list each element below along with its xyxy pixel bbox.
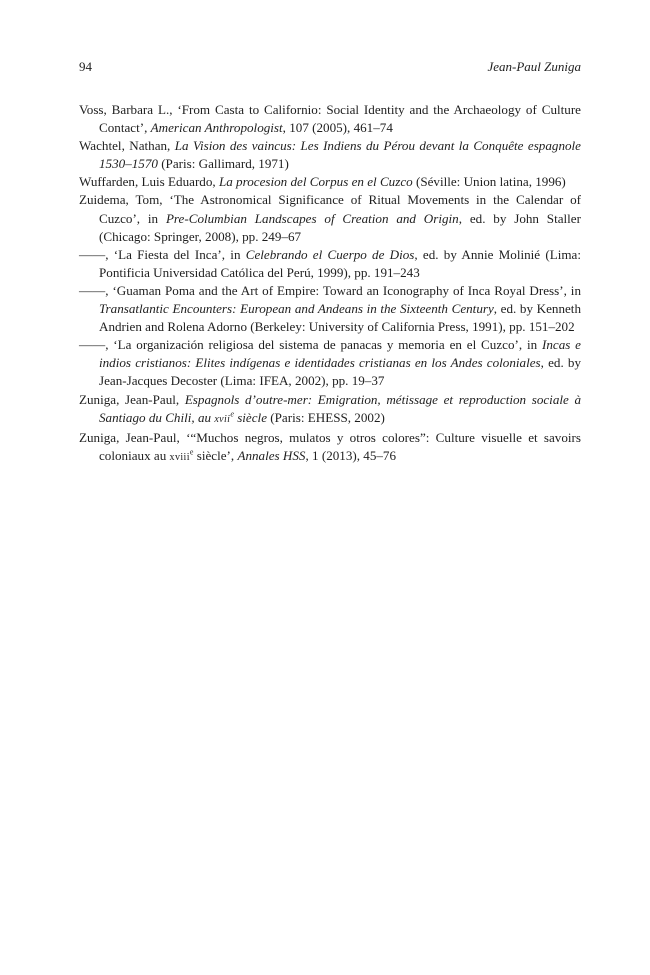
reference-title: Annales HSS xyxy=(237,447,306,463)
reference-entry: Zuniga, Jean-Paul, Espagnols d’outre-mer: Emigration, métissage et reproduction sociale à Santiago du Chili, au xvii$^e$ siècle (Paris: EHESS, 2002) xyxy=(79,391,581,425)
reference-entry: Wachtel, Nathan, La Vision des vaincus: Les Indiens du Pérou devant la Conquête espagnole 1530–1570 (Paris: Gallimard, 1971) xyxy=(79,138,581,172)
reference-entry: ——, ‘Guaman Poma and the Art of Empire: Toward an Iconography of Inca Royal Dress’, in Transatlantic Encounters: European and Andeans in the Sixteenth Century, ed. by Kenneth Andrien and Rolena Adorno (Berkeley: University of California Press, 1991), pp. 151–202 xyxy=(79,282,581,335)
century-numeral: xvii xyxy=(214,413,231,425)
reference-entry: Wuffarden, Luis Eduardo, La procesion del Corpus en el Cuzco (Séville: Union latina, 1996) xyxy=(79,174,566,190)
reference-entry: ——, ‘La organización religiosa del sistema de panacas y memoria en el Cuzco’, in Incas e indios cristianos: Elites indígenas e identidades cristianas en los Andes coloniales, ed. by Jean-Jacques Decoster (Lima: IFEA, 2002), pp. 19–37 xyxy=(79,337,581,389)
reference-entry: Voss, Barbara L., ‘From Casta to Californio: Social Identity and the Archaeology of Culture Contact’, American Anthropologist, 107 (2005), 461–74 xyxy=(79,102,581,136)
reference-title: Espagnols d’outre-mer: Emigration, métissage et reproduction sociale à Santiago du Chili, au xvii$^e$ siècle xyxy=(99,391,581,425)
bibliography xyxy=(79,101,581,467)
reference-title: Pre-Columbian Landscapes of Creation and Origin xyxy=(165,210,459,226)
reference-title: American Anthropologist xyxy=(150,120,283,136)
reference-title: La Vision des vaincus: Les Indiens du Pérou devant la Conquête espagnole 1530–1570 xyxy=(99,138,581,172)
reference-title: Celebrando el Cuerpo de Dios xyxy=(245,246,415,262)
century-superscript: e xyxy=(189,447,194,457)
running-author: Jean-Paul Zuniga xyxy=(487,59,581,74)
reference-title: Incas e indios cristianos: Elites indígenas e identidades cristianas en los Andes coloniales xyxy=(99,337,581,371)
century-superscript: e xyxy=(230,409,234,419)
running-head xyxy=(79,59,581,77)
century-numeral: xviii xyxy=(169,451,190,463)
reference-entry: ——, ‘La Fiesta del Inca’, in Celebrando el Cuerpo de Dios, ed. by Annie Molinié (Lima: Pontificia Universidad Católica del Perú, 1999), pp. 191–243 xyxy=(79,246,581,280)
reference-entry: Zuniga, Jean-Paul, ‘“Muchos negros, mulatos y otros colores”: Culture visuelle et savoirs coloniaux au xviii$^e$ siècle’, Annales HSS, 1 (2013), 45–76 xyxy=(79,429,581,463)
reference-entry: Zuidema, Tom, ‘The Astronomical Significance of Ritual Movements in the Calendar of Cuzco’, in Pre-Columbian Landscapes of Creation and Origin, ed. by John Staller (Chicago: Springer, 2008), pp. 249–67 xyxy=(79,192,581,244)
page-number: 94 xyxy=(79,59,92,74)
reference-title: Transatlantic Encounters: European and Andeans in the Sixteenth Century xyxy=(99,301,494,317)
reference-title: La procesion del Corpus en el Cuzco xyxy=(218,174,413,190)
